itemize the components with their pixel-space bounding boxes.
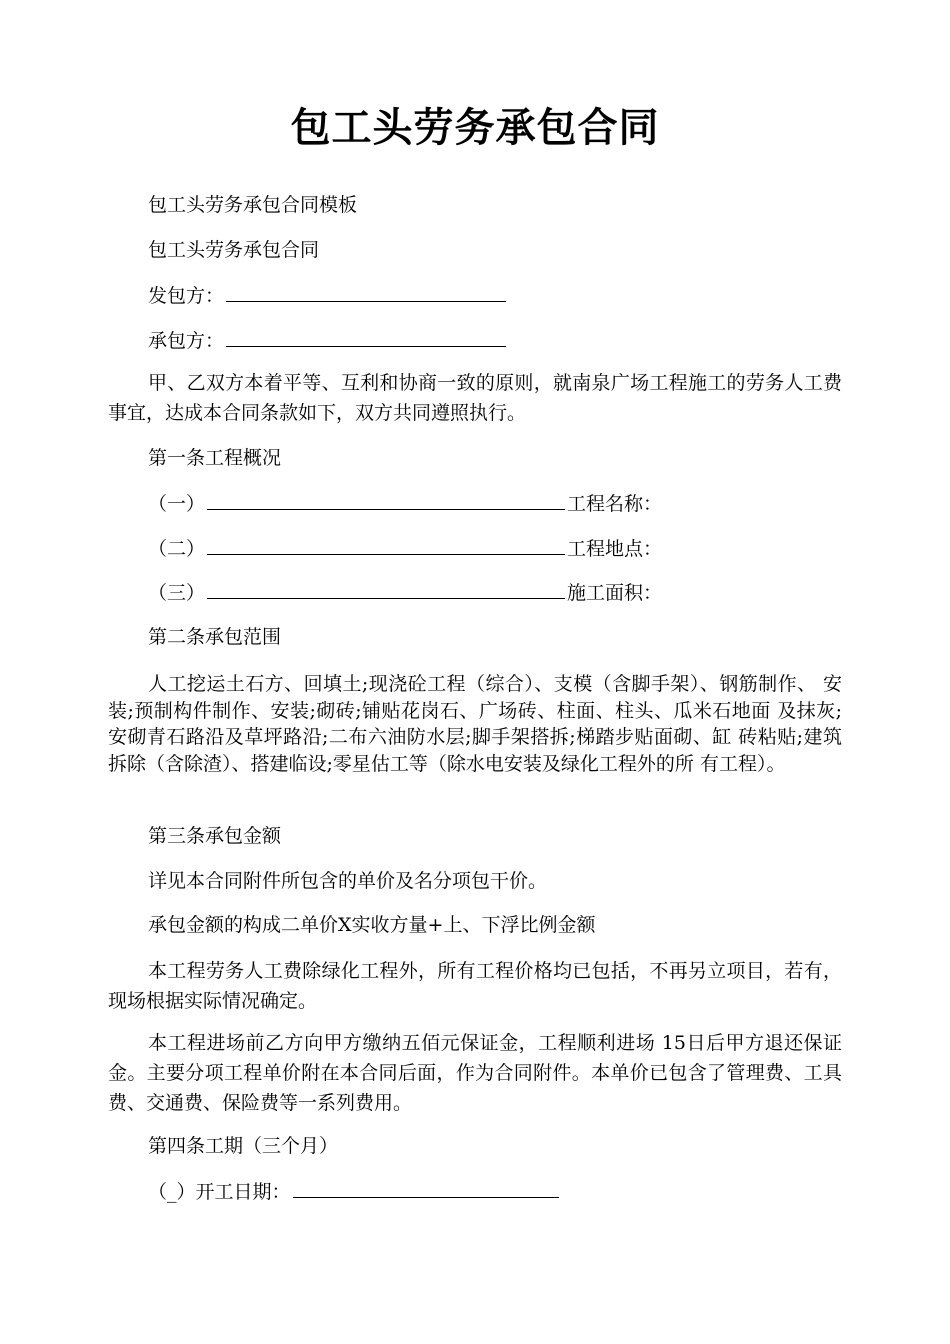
- item-blank: [207, 536, 565, 555]
- article-4-heading: 第四条工期（三个月）: [148, 1135, 339, 1157]
- party-b-row: [148, 328, 508, 353]
- article-2-heading: 第二条承包范围: [148, 626, 282, 648]
- article-3-paragraph-1: 详见本合同附件所包含的单价及名分项包干价。: [148, 870, 548, 892]
- item-number: （一）: [148, 493, 206, 515]
- item-blank: [207, 491, 565, 510]
- item-number: （二）: [148, 538, 206, 560]
- item-blank: [207, 580, 565, 599]
- article-4-item-1: [148, 1179, 561, 1204]
- subtitle: 包工头劳务承包合同: [148, 239, 320, 261]
- party-b-label: 承包方：: [148, 330, 225, 352]
- article-3-paragraph-4: 本工程进场前乙方向甲方缴纳五佰元保证金，工程顺利进场 15日后甲方退还保证金。主要分项工程单价附在本合同后面，作为合同附件。本单价已包含了管理费、工具费、交通费、保险费等一系列费用。: [108, 1032, 842, 1114]
- article-3-paragraph-2: 承包金额的构成二单价X实收方量+上、下浮比例金额: [148, 914, 596, 936]
- item-label: 施工面积：: [567, 582, 663, 604]
- party-a-row: [148, 283, 508, 308]
- subtitle-template: 包工头劳务承包合同模板: [148, 194, 358, 216]
- party-a-label: 发包方：: [148, 285, 225, 307]
- item-number: （三）: [148, 582, 206, 604]
- article-1-item-2: [148, 536, 662, 561]
- document-title: 包工头劳务承包合同: [290, 104, 660, 151]
- party-a-blank: [226, 283, 506, 302]
- article-1-item-1: [148, 491, 662, 516]
- intro-paragraph: 甲、乙双方本着平等、互利和协商一致的原则，就南泉广场工程施工的劳务人工费事宜，达成本合同条款如下，双方共同遵照执行。: [108, 372, 842, 424]
- item-label: 工程地点：: [567, 538, 663, 560]
- article-1-item-3: [148, 580, 662, 605]
- party-b-blank: [226, 328, 506, 347]
- item-label: 工程名称：: [567, 493, 663, 515]
- item-label: 开工日期：: [195, 1181, 291, 1203]
- article-3-paragraph-3: 本工程劳务人工费除绿化工程外，所有工程价格均已包括，不再另立项目，若有，现场根据实际情况确定。: [108, 960, 842, 1012]
- article-3-heading: 第三条承包金额: [148, 825, 282, 847]
- article-2-body: 人工挖运土石方、回填土;现浇砼工程（综合）、支模（含脚手架）、钢筋制作、 安装;预制构件制作、安装;砌砖;铺贴花岗石、广场砖、柱面、柱头、瓜米石地面 及抹灰;安砌青石路沿及草坪路沿;二布六油防水层;脚手架搭拆;梯踏步贴面砌、缸 砖粘贴;建筑拆除（含除渣）、搭建临设;零星估工等（除水电安装及绿化工程外的所 有工程）。: [108, 673, 842, 775]
- start-date-blank: [293, 1179, 559, 1198]
- item-number: （_）: [148, 1181, 196, 1203]
- article-1-heading: 第一条工程概况: [148, 447, 282, 469]
